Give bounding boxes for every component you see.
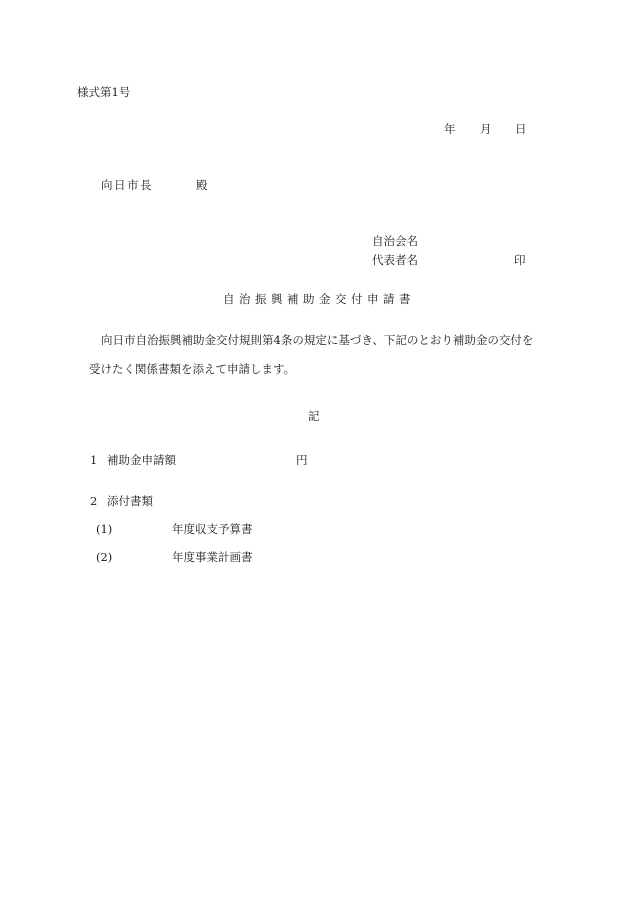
representative-name-label: 代表者名 (372, 253, 418, 267)
subitem-1-label: 年度収支予算書 (172, 522, 253, 536)
subitem-2-number: (2) (96, 550, 113, 564)
subitem-2-label: 年度事業計画書 (172, 550, 253, 564)
document-title: 自治振興補助金交付申請書 (223, 292, 415, 306)
association-name-label: 自治会名 (372, 234, 418, 248)
item-2-label: 添付書類 (107, 494, 153, 508)
seal-label: 印 (514, 253, 526, 267)
item-2-number: 2 (90, 494, 98, 508)
item-1-unit: 円 (296, 453, 308, 467)
body-line-1: 向日市自治振興補助金交付規則第4条の規定に基づき、下記のとおり補助金の交付を (101, 333, 534, 347)
body-line-2: 受けたく関係書類を添えて申請します。 (89, 362, 296, 376)
subitem-1-number: (1) (96, 522, 113, 536)
addressee-honorific: 殿 (196, 178, 208, 192)
item-1-number: 1 (90, 453, 98, 467)
item-1-label: 補助金申請額 (107, 453, 176, 467)
ki-heading: 記 (308, 409, 320, 423)
addressee-name: 向日市長 (101, 178, 153, 192)
date-day-label: 日 (515, 122, 527, 136)
form-number: 様式第1号 (77, 85, 131, 99)
date-year-label: 年 (444, 122, 456, 136)
date-month-label: 月 (480, 122, 492, 136)
